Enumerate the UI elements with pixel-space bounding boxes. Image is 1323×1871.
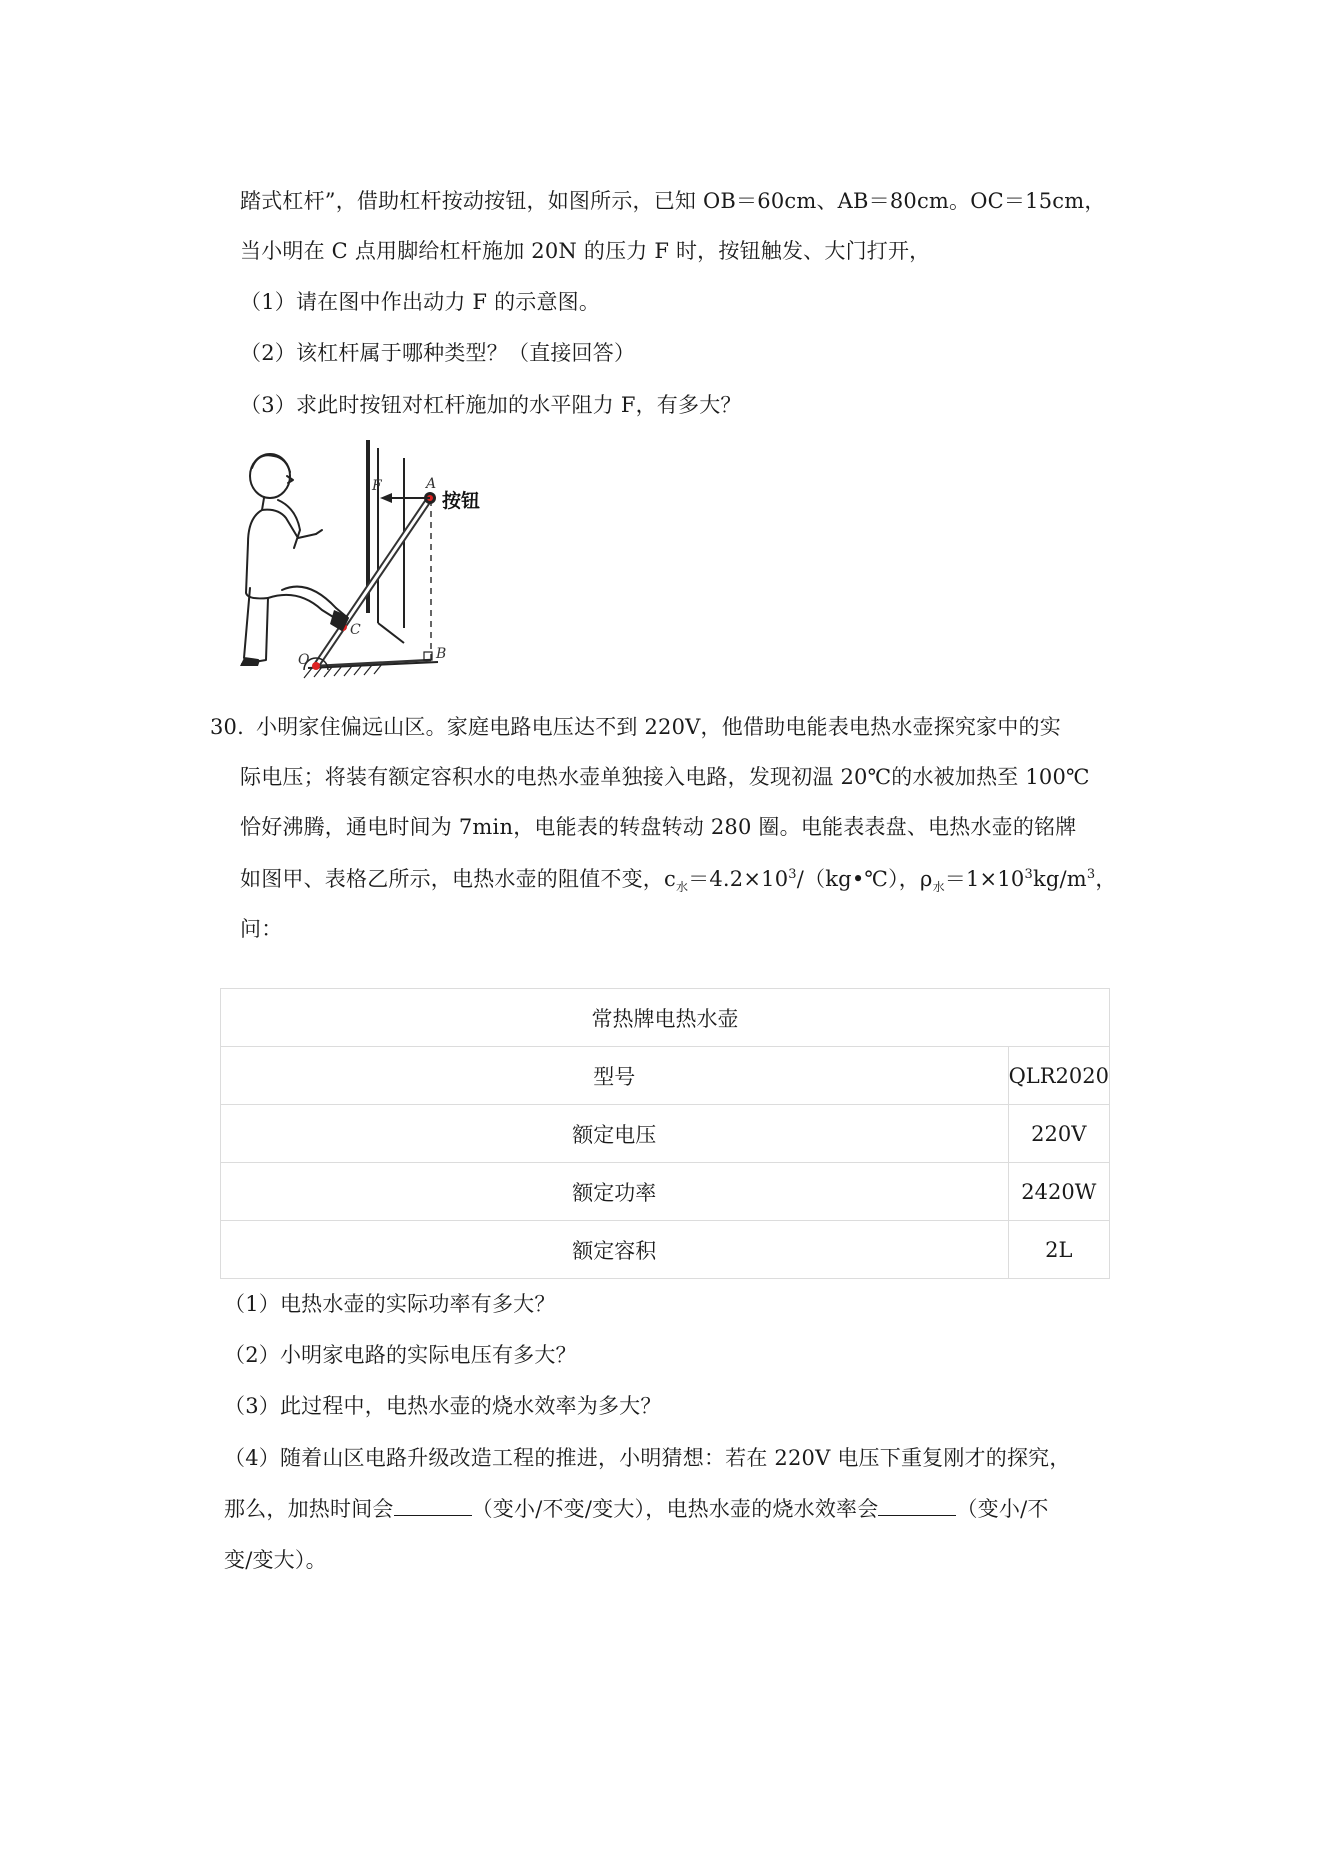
q30-sub4-line2-b: （变小/不变/变大），电热水壶的烧水效率会 (471, 1497, 879, 1521)
button-label: 按钮 (442, 490, 481, 512)
q30-sub4-line3: 变/变大）。 (224, 1548, 327, 1572)
q29-intro-line1: 踏式杠杆”，借助杠杆按动按钮，如图所示，已知 OB＝60cm、AB＝80cm。OC＝15cm， (240, 189, 1106, 213)
table-row-label: 型号 (221, 1047, 1009, 1105)
q30-line4-d: ＝1×10 (944, 867, 1025, 891)
q29-sub2: （2）该杠杆属于哪种类型？（直接回答） (240, 341, 636, 365)
boy-figure (242, 454, 348, 664)
q30-sub4-line1: （4）随着山区电路升级改造工程的推进，小明猜想：若在 220V 电压下重复刚才的探究， (224, 1446, 1071, 1470)
q30-line4-f: ， (1095, 867, 1117, 891)
q30-line4-b: ＝4.2×10 (688, 867, 789, 891)
lever-bar-inner (316, 498, 430, 666)
label-b: B (436, 646, 447, 662)
q30-sub4-line2-a: 那么，加热时间会 (224, 1497, 394, 1521)
table-row (221, 1163, 1110, 1221)
q30-line4-sup2: 3 (1024, 867, 1033, 882)
label-o: O (298, 652, 310, 668)
label-f: F (372, 478, 382, 494)
table-title: 常热牌电热水壶 (221, 989, 1110, 1047)
table-row-label: 额定容积 (221, 1221, 1009, 1279)
q30-line4-sub2: 水 (932, 880, 945, 895)
q30-line5: 问： (240, 917, 283, 941)
q30-line4-a: 如图甲、表格乙所示，电热水壶的阻值不变，c (240, 867, 676, 891)
q30-sub1: （1）电热水壶的实际功率有多大？ (224, 1292, 556, 1316)
answer-blank-1[interactable] (394, 1495, 472, 1516)
force-arrow-head (380, 493, 392, 503)
kettle-spec-table (220, 988, 1110, 1279)
lever-diagram (238, 438, 494, 684)
q30-line2: 际电压；将装有额定容积水的电热水壶单独接入电路，发现初温 20℃的水被加热至 100℃ (240, 765, 1090, 789)
q30-sub3: （3）此过程中，电热水壶的烧水效率为多大？ (224, 1394, 662, 1418)
q30-line4-e: kg/m (1032, 867, 1087, 891)
q30-line4-c: /（kg•℃），ρ (796, 867, 933, 891)
table-row (221, 1047, 1110, 1105)
q29-sub3: （3）求此时按钮对杠杆施加的水平阻力 F，有多大？ (240, 393, 742, 417)
door-bottom (378, 623, 404, 643)
q30-sub2: （2）小明家电路的实际电压有多大？ (224, 1343, 577, 1367)
point-o (312, 662, 320, 670)
table-row (221, 1105, 1110, 1163)
q30-sub4-line2-c: （变小/不 (956, 1497, 1049, 1521)
q30-sub4-line2 (224, 1494, 1049, 1524)
table-row-value: QLR2020 (1008, 1047, 1109, 1105)
table-title-row (221, 989, 1110, 1047)
q30-line4-sup3: 3 (1086, 867, 1096, 882)
q30-line1: 小明家住偏远山区。家庭电路电压达不到 220V，他借助电能表电热水壶探究家中的实 (256, 715, 1061, 739)
label-a: A (426, 476, 437, 492)
q30-line4-sub1: 水 (675, 880, 689, 895)
q29-sub1: （1）请在图中作出动力 F 的示意图。 (240, 290, 601, 314)
q30-line4-sup1: 3 (788, 867, 797, 882)
table-row-value: 2420W (1008, 1163, 1109, 1221)
table-row-label: 额定电压 (221, 1105, 1009, 1163)
q30-line4 (240, 864, 1117, 894)
answer-blank-2[interactable] (878, 1495, 956, 1516)
table-row-label: 额定功率 (221, 1163, 1009, 1221)
table-row-value: 220V (1008, 1105, 1109, 1163)
q29-intro-line2: 当小明在 C 点用脚给杠杆施加 20N 的压力 F 时，按钮触发、大门打开， (240, 239, 931, 263)
table-row-value: 2L (1008, 1221, 1109, 1279)
label-c: C (350, 622, 361, 638)
q30-line3: 恰好沸腾，通电时间为 7min，电能表的转盘转动 280 圈。电能表表盘、电热水壶的铭牌 (240, 815, 1077, 839)
lever-figure (238, 438, 494, 684)
table-row (221, 1221, 1110, 1279)
q30-number: 30. (210, 715, 244, 739)
